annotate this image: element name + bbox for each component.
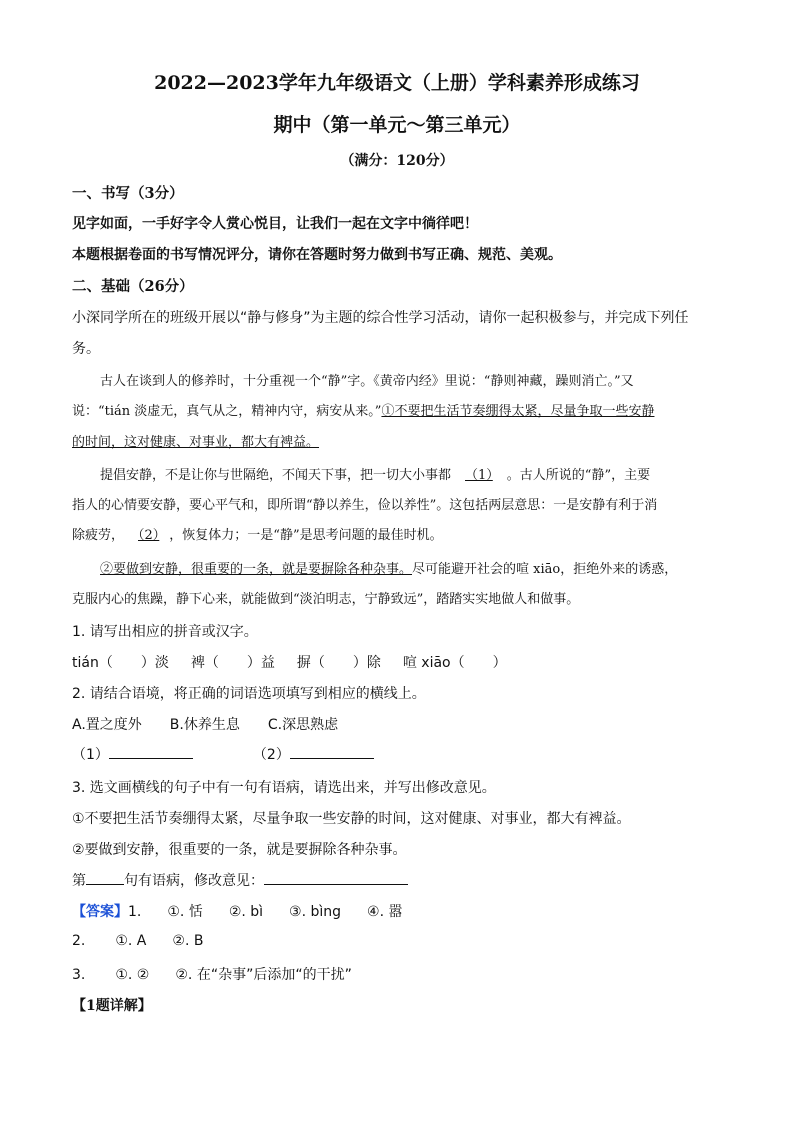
passage-p2-line3-text: 除疲劳，	[72, 528, 125, 543]
section2-intro-line2: 务。	[72, 341, 100, 357]
section1-heading: 一、书写（3分）	[72, 185, 184, 202]
q1-stem: 1. 请写出相应的拼音或汉字。	[72, 624, 258, 640]
answer-2-number: 2.	[72, 933, 86, 949]
passage-blank-1: （1）	[465, 468, 493, 483]
answer-1-d: ④. 嚣	[367, 904, 403, 920]
underlined-sentence-1b: 的时间，这对健康、对事业，都大有裨益。	[72, 435, 320, 450]
full-score: （满分：120分）	[340, 153, 454, 169]
q3-sentence-2: ②要做到安静，很重要的一条，就是要摒除各种杂事。	[72, 842, 407, 858]
passage-p1-line2-text: 说：“tián 淡虚无，真气从之，精神内守，病安从来。”	[72, 404, 382, 419]
q2-stem: 2. 请结合语境，将正确的词语选项填写到相应的横线上。	[72, 686, 426, 702]
section1-line1: 见字如面，一手好字令人赏心悦目，让我们一起在文字中徜徉吧！	[72, 216, 478, 232]
underlined-sentence-1a: ①不要把生活节奏绷得太紧，尽量争取一些安静	[381, 404, 655, 419]
answer-2-a: ①. A	[115, 933, 147, 949]
q3-revision-blank	[264, 870, 408, 885]
answer-1-c: ③. bìng	[289, 904, 342, 920]
answer-row-2	[72, 933, 203, 949]
q1-items	[72, 652, 507, 672]
q3-fill-prefix: 第	[72, 873, 86, 889]
q2-blank-2-line	[290, 744, 374, 759]
answer-row-3	[72, 964, 352, 984]
passage-p2-line3-tail: ，恢复体力；一是“静”是思考问题的最佳时机。	[169, 528, 443, 543]
passage-p1-line1: 古人在谈到人的修养时，十分重视一个“静”字。《黄帝内经》里说：“静则神藏，躁则消亡。”又	[100, 374, 634, 389]
q2-blank-1-line	[109, 744, 193, 759]
section2-heading: 二、基础（26分）	[72, 278, 194, 295]
section1-line2: 本题根据卷面的书写情况评分，请你在答题时努力做到书写正确、规范、美观。	[72, 247, 562, 263]
section2-intro-line1: 小深同学所在的班级开展以“静与修身”为主题的综合性学习活动，请你一起积极参与，并完成下列任	[72, 310, 689, 326]
q2-blank-1-label: （1）	[72, 747, 109, 763]
q2-option-a: A.置之度外	[72, 717, 142, 733]
q1-item-1: tián（ ）淡	[72, 655, 169, 671]
answer-tag: 【答案】	[72, 904, 128, 920]
passage-p2-line1-text: 提倡安静，不是让你与世隔绝，不闻天下事，把一切大小事都	[100, 468, 452, 483]
detail-heading: 【1题详解】	[72, 998, 152, 1014]
answer-3-b: ②. 在“杂事”后添加“的干扰”	[175, 967, 352, 983]
answer-1-a: ①. 恬	[167, 904, 203, 920]
passage-p2-line1	[100, 464, 650, 483]
exam-subtitle: 期中（第一单元～第三单元）	[273, 114, 521, 136]
q3-stem: 3. 选文画横线的句子中有一句有语病，请选出来，并写出修改意见。	[72, 780, 496, 796]
q1-item-4: 喧 xiāo（ ）	[402, 655, 507, 671]
q2-options	[72, 714, 338, 734]
passage-p3-line1	[100, 558, 677, 577]
answer-3-number: 3.	[72, 967, 86, 983]
answer-1-b: ②. bì	[228, 904, 264, 920]
passage-blank-2: （2）	[138, 528, 160, 543]
passage-p2-line1-tail: 。古人所说的“静”，主要	[506, 468, 651, 483]
q3-sentence-1: ①不要把生活节奏绷得太紧，尽量争取一些安静的时间，这对健康、对事业，都大有裨益。	[72, 811, 631, 827]
answer-row-1	[72, 901, 403, 921]
q3-fill-line	[72, 870, 408, 890]
q2-option-c: C.深思熟虑	[267, 717, 339, 733]
q3-sentence-number-blank	[86, 870, 124, 885]
underlined-sentence-2: ②要做到安静，很重要的一条，就是要摒除各种杂事。	[100, 562, 413, 577]
q3-fill-middle: 句有语病，修改意见：	[124, 873, 264, 889]
answer-2-b: ②. B	[172, 933, 204, 949]
passage-p2-line3	[72, 524, 443, 543]
q1-item-3: 摒（ ）除	[296, 655, 381, 671]
q2-option-b: B.休养生息	[169, 717, 240, 733]
answer-3-a: ①. ②	[115, 967, 150, 983]
passage-p3-line2: 克服内心的焦躁，静下心来，就能做到“淡泊明志，宁静致远”，踏踏实实地做人和做事。	[72, 592, 580, 607]
q2-blanks	[72, 744, 374, 764]
passage-p3-line1-tail: 尽可能避开社会的喧 xiāo，拒绝外来的诱惑，	[412, 562, 678, 577]
passage-p1-line2	[72, 400, 654, 419]
q1-item-2: 裨（ ）益	[190, 655, 275, 671]
passage-p2-line2: 指人的心情要安静，要心平气和，即所谓“静以养生，俭以养性”。这包括两层意思：一是安静有利于消	[72, 498, 658, 513]
exam-title: 2022—2023学年九年级语文（上册）学科素养形成练习	[154, 72, 640, 94]
answer-1-number: 1.	[128, 904, 142, 920]
q2-blank-2-label: （2）	[252, 747, 290, 763]
